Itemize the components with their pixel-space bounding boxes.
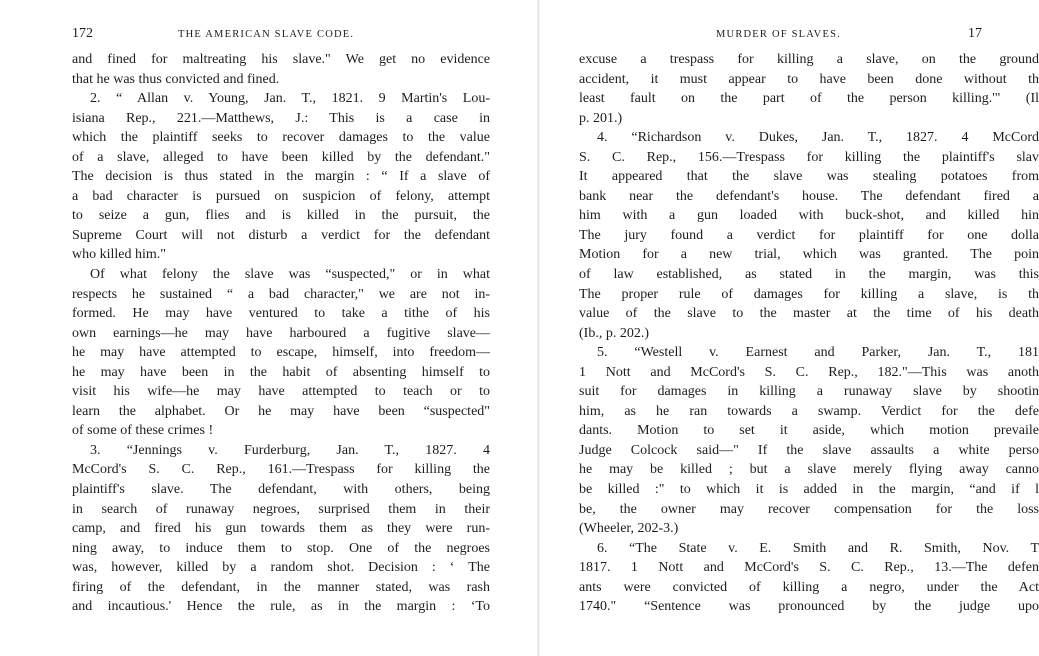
text-line: p. 201.): [579, 110, 623, 126]
text-line: McCord's S. C. Rep., 161.—Trespass for killing the: [72, 462, 490, 478]
text-line: be killed :" to which it is added in the margin, “and if l: [579, 482, 1039, 498]
text-line: ning away, to induce them to stop. One of the negroes: [72, 540, 490, 556]
text-line: It appeared that the slave was stealing potatoes from: [579, 169, 1039, 185]
text-line: dants. Motion to set it aside, which motion prevaile: [579, 423, 1039, 439]
text-line: he may have been in the habit of absenting himself to: [72, 364, 490, 380]
text-line: 5. “Westell v. Earnest and Parker, Jan. T., 181: [597, 345, 1039, 361]
left-running-head: THE AMERICAN SLAVE CODE.: [178, 29, 355, 40]
text-line: own earnings—he may have harboured a fugitive slave—: [72, 325, 490, 341]
text-line: 1740." “Sentence was pronounced by the judge upo: [579, 599, 1039, 615]
text-line: to seize a gun, flies and is killed in the pursuit, the: [72, 208, 490, 224]
text-line: formed. He may have ventured to take a tithe of his: [72, 306, 490, 322]
text-line: be, the owner may recover compensation for the loss: [579, 501, 1039, 517]
text-line: The decision is thus stated in the margin : “ If a slave of: [72, 169, 490, 185]
text-line: bank near the defendant's house. The defendant fired a: [579, 188, 1039, 204]
text-line: and incautious.' Hence the rule, as in the margin : ‘To: [72, 599, 490, 615]
text-line: Of what felony the slave was “suspected," or in what: [90, 267, 490, 283]
text-line: (Ib., p. 202.): [579, 325, 649, 341]
text-line: learn the alphabet. Or he may have been “suspected": [72, 403, 490, 419]
text-line: a bad character is pursued on suspicion of felony, attempt: [72, 188, 490, 204]
text-line: he may be killed ; but a slave merely flying away canno: [579, 462, 1039, 478]
text-line: Judge Colcock said—" If the slave assaults a white perso: [579, 442, 1039, 458]
text-line: The proper rule of damages for killing a slave, is th: [579, 286, 1039, 302]
text-line: was, however, killed by a random shot. Decision : ‘ The: [72, 560, 490, 576]
right-running-head: MURDER OF SLAVES.: [716, 29, 841, 40]
text-line: The jury found a verdict for plaintiff for one dolla: [579, 227, 1039, 243]
text-line: 2. “ Allan v. Young, Jan. T., 1821. 9 Martin's Lou-: [90, 91, 490, 107]
text-line: (Wheeler, 202-3.): [579, 521, 679, 537]
text-line: Supreme Court will not disturb a verdict for the defendant: [72, 227, 490, 243]
text-line: him, as he ran towards a swamp. Verdict for the defe: [579, 403, 1039, 419]
text-line: him with a gun loaded with buck-shot, and killed hin: [579, 208, 1039, 224]
text-line: visit his wife—he may have attempted to teach or to: [72, 384, 490, 400]
text-line: plaintiff's slave. The defendant, with others, being: [72, 482, 490, 498]
text-line: isiana Rep., 221.—Matthews, J.: This is a case in: [72, 110, 490, 126]
text-line: of some of these crimes !: [72, 423, 214, 439]
text-line: of law established, as stated in the margin, was this: [579, 267, 1039, 283]
text-line: of a slave, alleged to have been killed by the defendant.": [72, 149, 490, 165]
left-page-number: 172: [72, 26, 93, 41]
text-line: accident, it must appear to have been done without th: [579, 71, 1039, 87]
text-line: least fault on the part of the person killing.'" (Il: [579, 91, 1039, 107]
right-page-header: [580, 24, 1000, 44]
text-line: who killed him.": [72, 247, 166, 263]
text-line: in search of runaway negroes, surprised them in their: [72, 501, 490, 517]
right-page-number: 17: [968, 26, 982, 41]
text-line: value of the slave to the master at the time of his death: [579, 306, 1039, 322]
text-line: 3. “Jennings v. Furderburg, Jan. T., 1827. 4: [90, 442, 490, 458]
text-line: respects he sustained “ a bad character," we are not in-: [72, 286, 490, 302]
text-line: 4. “Richardson v. Dukes, Jan. T., 1827. 4 McCord: [597, 130, 1039, 146]
text-line: ants were convicted of killing a negro, under the Act: [579, 579, 1039, 595]
text-line: camp, and fired his gun towards them as they were run-: [72, 521, 490, 537]
text-line: excuse a trespass for killing a slave, on the ground: [579, 52, 1039, 67]
text-line: and fined for maltreating his slave." We get no evidence: [72, 52, 490, 67]
text-line: Motion for a new trial, which was granted. The poin: [579, 247, 1039, 263]
left-page-header: [72, 24, 492, 44]
text-line: which the plaintiff seeks to recover damages to the value: [72, 130, 490, 146]
text-line: 6. “The State v. E. Smith and R. Smith, Nov. T: [597, 540, 1039, 556]
text-line: S. C. Rep., 156.—Trespass for killing the plaintiff's slav: [579, 149, 1039, 165]
right-page: [540, 0, 1039, 656]
text-line: 1817. 1 Nott and McCord's S. C. Rep., 13.—The defen: [579, 560, 1039, 576]
text-line: he may have attempted to escape, himself, into freedom—: [72, 345, 490, 361]
text-line: suit for damages in killing a runaway slave by shootin: [579, 384, 1039, 400]
left-page-body: [72, 50, 490, 617]
text-line: 1 Nott and McCord's S. C. Rep., 182."—This was anoth: [579, 364, 1039, 380]
right-page-body: [579, 50, 1039, 617]
text-line: firing of the defendant, in the manner stated, was rash: [72, 579, 490, 595]
text-line: that he was thus convicted and fined.: [72, 71, 280, 87]
